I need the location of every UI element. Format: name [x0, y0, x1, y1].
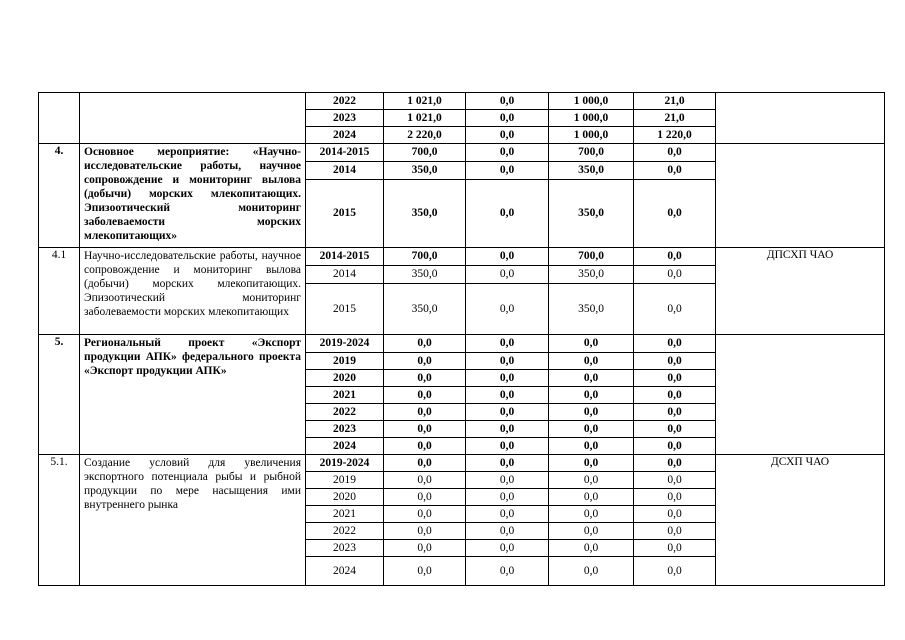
other-sources-cell: 0,0 [634, 523, 716, 540]
period-cell: 2019 [306, 353, 384, 370]
federal-budget-cell: 0,0 [466, 144, 549, 162]
period-cell: 2014 [306, 266, 384, 284]
federal-budget-cell: 0,0 [466, 110, 549, 127]
table-row [39, 248, 885, 266]
federal-budget-cell: 0,0 [466, 127, 549, 144]
other-sources-cell: 0,0 [634, 162, 716, 180]
period-cell: 2024 [306, 127, 384, 144]
item-name-cell: Научно-исследовательские работы, научное сопровождение и мониторинг вылова (добычи) морских млекопитающих. Эпизоотический мониторинг заболеваемости морских млекопитающих [80, 248, 306, 335]
other-sources-cell: 0,0 [634, 370, 716, 387]
district-budget-cell: 350,0 [549, 162, 634, 180]
period-cell: 2022 [306, 404, 384, 421]
period-cell: 2014-2015 [306, 248, 384, 266]
district-budget-cell: 0,0 [549, 335, 634, 353]
other-sources-cell: 0,0 [634, 180, 716, 248]
district-budget-cell: 0,0 [549, 540, 634, 557]
federal-budget-cell: 0,0 [466, 523, 549, 540]
total-cell: 0,0 [384, 421, 466, 438]
period-cell: 2014 [306, 162, 384, 180]
total-cell: 700,0 [384, 144, 466, 162]
total-cell: 350,0 [384, 266, 466, 284]
federal-budget-cell: 0,0 [466, 284, 549, 335]
other-sources-cell: 0,0 [634, 472, 716, 489]
executor-cell [716, 144, 885, 248]
total-cell: 0,0 [384, 370, 466, 387]
item-name-cell: Основное мероприятие: «Научно-исследовательские работы, научное сопровождение и мониторинг вылова (добычи) морских млекопитающих. Эпизоотический мониторинг заболеваемости морских млекопитающих» [80, 144, 306, 248]
total-cell: 0,0 [384, 438, 466, 455]
period-cell: 2023 [306, 540, 384, 557]
district-budget-cell: 0,0 [549, 404, 634, 421]
period-cell: 2021 [306, 387, 384, 404]
district-budget-cell: 0,0 [549, 506, 634, 523]
other-sources-cell: 21,0 [634, 93, 716, 110]
federal-budget-cell: 0,0 [466, 248, 549, 266]
other-sources-cell: 0,0 [634, 438, 716, 455]
district-budget-cell: 0,0 [549, 523, 634, 540]
period-cell: 2024 [306, 438, 384, 455]
other-sources-cell: 0,0 [634, 335, 716, 353]
federal-budget-cell: 0,0 [466, 387, 549, 404]
period-cell: 2022 [306, 93, 384, 110]
district-budget-cell: 0,0 [549, 557, 634, 586]
executor-cell: ДСХП ЧАО [716, 455, 885, 586]
district-budget-cell: 1 000,0 [549, 110, 634, 127]
item-name-cell [80, 93, 306, 144]
total-cell: 1 021,0 [384, 110, 466, 127]
other-sources-cell: 21,0 [634, 110, 716, 127]
total-cell: 0,0 [384, 540, 466, 557]
district-budget-cell: 700,0 [549, 248, 634, 266]
executor-cell [716, 335, 885, 455]
item-number-cell: 4.1 [39, 248, 80, 335]
total-cell: 0,0 [384, 387, 466, 404]
other-sources-cell: 0,0 [634, 284, 716, 335]
total-cell: 0,0 [384, 557, 466, 586]
other-sources-cell: 0,0 [634, 421, 716, 438]
table-section [39, 335, 885, 455]
federal-budget-cell: 0,0 [466, 162, 549, 180]
other-sources-cell: 0,0 [634, 404, 716, 421]
other-sources-cell: 0,0 [634, 387, 716, 404]
executor-cell: ДПСХП ЧАО [716, 248, 885, 335]
period-cell: 2019-2024 [306, 455, 384, 472]
federal-budget-cell: 0,0 [466, 421, 549, 438]
table-section [39, 455, 885, 586]
total-cell: 2 220,0 [384, 127, 466, 144]
total-cell: 0,0 [384, 353, 466, 370]
federal-budget-cell: 0,0 [466, 557, 549, 586]
total-cell: 1 021,0 [384, 93, 466, 110]
table-section [39, 93, 885, 144]
other-sources-cell: 0,0 [634, 266, 716, 284]
district-budget-cell: 0,0 [549, 421, 634, 438]
table-row [39, 144, 885, 162]
district-budget-cell: 350,0 [549, 284, 634, 335]
other-sources-cell: 0,0 [634, 540, 716, 557]
other-sources-cell: 0,0 [634, 248, 716, 266]
other-sources-cell: 0,0 [634, 489, 716, 506]
other-sources-cell: 0,0 [634, 506, 716, 523]
federal-budget-cell: 0,0 [466, 438, 549, 455]
district-budget-cell: 0,0 [549, 353, 634, 370]
federal-budget-cell: 0,0 [466, 266, 549, 284]
item-name-cell: Создание условий для увеличения экспортного потенциала рыбы и рыбной продукции по мере насыщения ими внутреннего рынка [80, 455, 306, 586]
table-row [39, 335, 885, 353]
district-budget-cell: 1 000,0 [549, 93, 634, 110]
district-budget-cell: 350,0 [549, 180, 634, 248]
federal-budget-cell: 0,0 [466, 404, 549, 421]
period-cell: 2024 [306, 557, 384, 586]
item-number-cell: 5. [39, 335, 80, 455]
other-sources-cell: 0,0 [634, 455, 716, 472]
district-budget-cell: 700,0 [549, 144, 634, 162]
total-cell: 350,0 [384, 162, 466, 180]
district-budget-cell: 0,0 [549, 472, 634, 489]
total-cell: 0,0 [384, 523, 466, 540]
period-cell: 2020 [306, 370, 384, 387]
item-name-cell: Региональный проект «Экспорт продукции АПК» федерального проекта «Экспорт продукции АПК» [80, 335, 306, 455]
district-budget-cell: 0,0 [549, 455, 634, 472]
federal-budget-cell: 0,0 [466, 353, 549, 370]
period-cell: 2022 [306, 523, 384, 540]
period-cell: 2015 [306, 180, 384, 248]
period-cell: 2019 [306, 472, 384, 489]
federal-budget-cell: 0,0 [466, 370, 549, 387]
total-cell: 700,0 [384, 248, 466, 266]
federal-budget-cell: 0,0 [466, 455, 549, 472]
total-cell: 0,0 [384, 455, 466, 472]
item-number-cell [39, 93, 80, 144]
item-number-cell: 4. [39, 144, 80, 248]
federal-budget-cell: 0,0 [466, 540, 549, 557]
period-cell: 2015 [306, 284, 384, 335]
total-cell: 0,0 [384, 489, 466, 506]
table-row [39, 93, 885, 110]
other-sources-cell: 1 220,0 [634, 127, 716, 144]
other-sources-cell: 0,0 [634, 353, 716, 370]
federal-budget-cell: 0,0 [466, 93, 549, 110]
period-cell: 2020 [306, 489, 384, 506]
period-cell: 2014-2015 [306, 144, 384, 162]
table-row [39, 455, 885, 472]
item-number-cell: 5.1. [39, 455, 80, 586]
table-section [39, 144, 885, 248]
total-cell: 0,0 [384, 506, 466, 523]
district-budget-cell: 0,0 [549, 370, 634, 387]
federal-budget-cell: 0,0 [466, 489, 549, 506]
period-cell: 2023 [306, 421, 384, 438]
district-budget-cell: 350,0 [549, 266, 634, 284]
total-cell: 0,0 [384, 472, 466, 489]
period-cell: 2019-2024 [306, 335, 384, 353]
district-budget-cell: 0,0 [549, 387, 634, 404]
period-cell: 2023 [306, 110, 384, 127]
total-cell: 350,0 [384, 180, 466, 248]
other-sources-cell: 0,0 [634, 557, 716, 586]
district-budget-cell: 0,0 [549, 489, 634, 506]
table-section [39, 248, 885, 335]
total-cell: 0,0 [384, 335, 466, 353]
other-sources-cell: 0,0 [634, 144, 716, 162]
district-budget-cell: 1 000,0 [549, 127, 634, 144]
period-cell: 2021 [306, 506, 384, 523]
federal-budget-cell: 0,0 [466, 180, 549, 248]
total-cell: 0,0 [384, 404, 466, 421]
district-budget-cell: 0,0 [549, 438, 634, 455]
budget-table [38, 92, 885, 586]
total-cell: 350,0 [384, 284, 466, 335]
federal-budget-cell: 0,0 [466, 335, 549, 353]
federal-budget-cell: 0,0 [466, 472, 549, 489]
executor-cell [716, 93, 885, 144]
federal-budget-cell: 0,0 [466, 506, 549, 523]
